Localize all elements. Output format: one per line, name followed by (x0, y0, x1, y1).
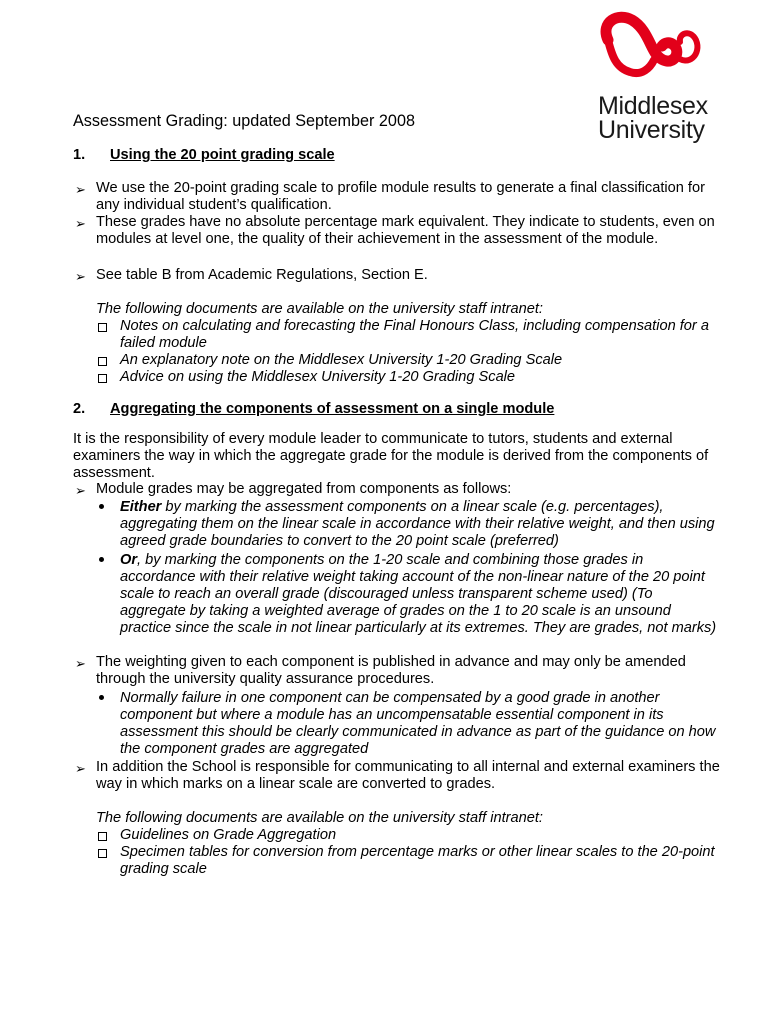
arrow-bullet-icon: ➢ (75, 483, 86, 498)
compensation-note: Normally failure in one component can be compensated by a good grade in another component but where a module has an uncompensatable essential component in its assessment this should be clearly communicated in advance as part of the guidance on how the component grades are aggregated (120, 690, 716, 757)
intranet-document: Advice on using the Middlesex University 1-20 Grading Scale (120, 369, 516, 385)
arrow-bullet-icon: ➢ (75, 216, 86, 231)
checkbox-square-icon (98, 832, 107, 841)
intranet-document: An explanatory note on the Middlesex University 1-20 Grading Scale (120, 352, 563, 368)
document-title: Assessment Grading: updated September 2008 (73, 112, 415, 130)
either-label: Either (120, 499, 162, 515)
logo-ribbon-icon (596, 10, 708, 90)
intranet-document: Notes on calculating and forecasting the Final Honours Class, including compensation for a failed module (120, 318, 709, 351)
or-option (120, 552, 720, 637)
section-2-number: 2. (73, 401, 86, 417)
section-2-heading (73, 401, 633, 419)
logo-line-2: University (598, 116, 705, 144)
section-1-bullet: We use the 20-point grading scale to profile module results to generate a final classification for any individual student’s qualification. (96, 180, 705, 213)
arrow-bullet-icon: ➢ (75, 269, 86, 284)
or-label: Or (120, 552, 138, 568)
arrow-bullet-icon: ➢ (75, 656, 86, 671)
checkbox-square-icon (98, 849, 107, 858)
section-1-bullet: See table B from Academic Regulations, Section E. (96, 267, 428, 283)
round-bullet-icon (99, 695, 104, 700)
section-1-title: Using the 20 point grading scale (110, 147, 335, 163)
either-option (120, 499, 720, 550)
checkbox-square-icon (98, 357, 107, 366)
section-1-heading (73, 147, 473, 165)
arrow-bullet-icon: ➢ (75, 761, 86, 776)
section-2-intranet-intro: The following documents are available on the university staff intranet: (96, 810, 543, 826)
university-logo (596, 10, 716, 150)
section-2-intro: It is the responsibility of every module leader to communicate to tutors, students and external examiners the way in which the aggregate grade for the module is derived from the components of assessment. (73, 431, 709, 481)
arrow-bullet-icon: ➢ (75, 182, 86, 197)
section-2-title: Aggregating the components of assessment on a single module (110, 401, 555, 417)
checkbox-square-icon (98, 323, 107, 332)
section-2-bullet: In addition the School is responsible for communicating to all internal and external examiners the way in which marks on a linear scale are converted to grades. (96, 759, 720, 792)
checkbox-square-icon (98, 374, 107, 383)
section-2-bullet: Module grades may be aggregated from components as follows: (96, 481, 512, 497)
round-bullet-icon (99, 557, 104, 562)
round-bullet-icon (99, 504, 104, 509)
section-2-bullet: The weighting given to each component is published in advance and may only be amended through the university quality assurance procedures. (96, 654, 686, 687)
or-text: , by marking the components on the 1-20 scale and combining those grades in accordance with their relative weight taking account of the non-linear nature of the 20 point scale to reach an overall grade (discouraged unless transparent scheme used) (To aggregate by taking a weighted average of grades on the 1 to 20 scale is an unsound practice since the scale in not linear particularly at its extremes. They are grades, not marks) (120, 552, 717, 636)
logo-line-1: Middlesex (598, 92, 708, 120)
section-1-intranet-intro: The following documents are available on the university staff intranet: (96, 301, 543, 317)
either-text: by marking the assessment components on a linear scale (e.g. percentages), aggregating them on the linear scale in accordance with their relative weight, and then using agreed grade boundaries to convert to the 20 point scale (preferred) (120, 499, 715, 549)
section-1-number: 1. (73, 147, 86, 163)
section-1-bullet: These grades have no absolute percentage mark equivalent. They indicate to students, even on modules at level one, the quality of their achievement in the assessment of the module. (96, 214, 715, 247)
intranet-document: Specimen tables for conversion from percentage marks or other linear scales to the 20-point grading scale (120, 844, 715, 877)
intranet-document: Guidelines on Grade Aggregation (120, 827, 337, 843)
